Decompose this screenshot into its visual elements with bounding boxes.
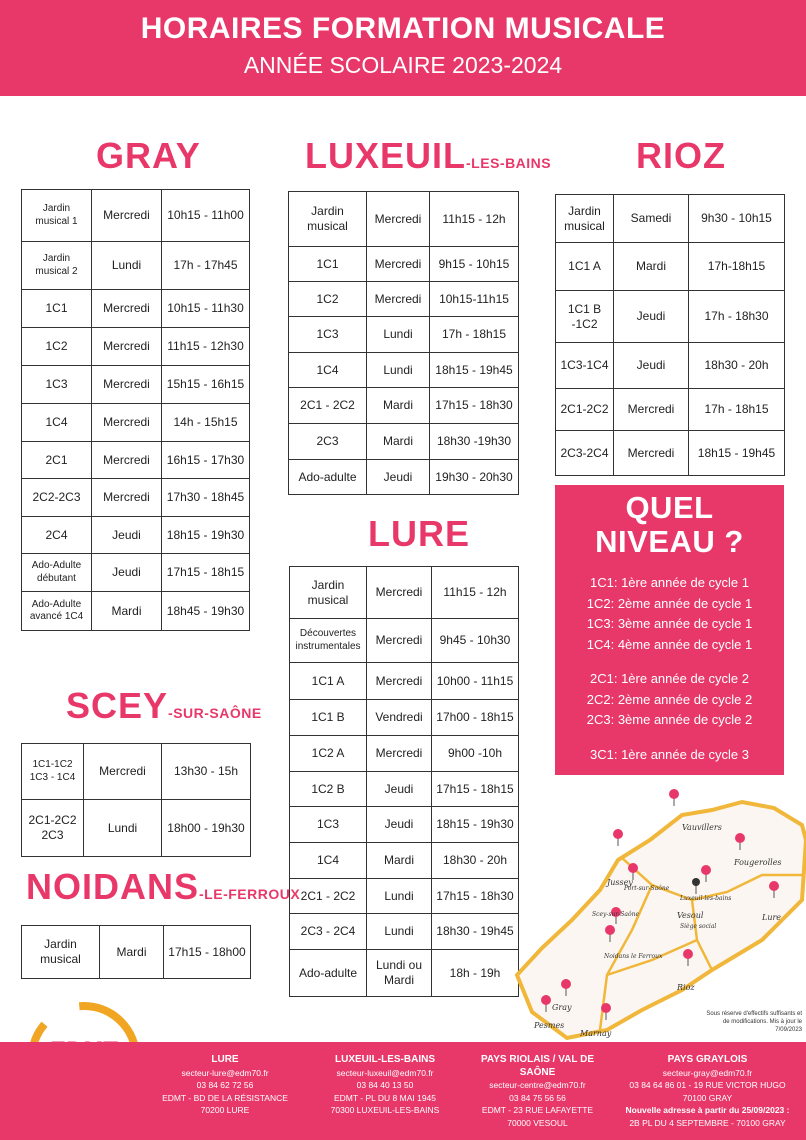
level-cell: Jardin musical 2	[22, 242, 92, 290]
day-cell: Mercredi	[92, 404, 162, 442]
schedule-row	[290, 772, 519, 807]
footer-line: secteur-gray@edm70.fr	[662, 1067, 753, 1078]
map-place-label: Noidans le Ferroux	[604, 953, 663, 960]
level-cell: 1C1 B -1C2	[556, 291, 614, 343]
footer-line: 70200 LURE	[200, 1105, 250, 1115]
footer-line: EDMT - BD DE LA RÉSISTANCE	[162, 1092, 288, 1103]
level-cell: Jardin musical 1	[22, 190, 92, 242]
footer-line: 70000 VESOUL	[507, 1117, 568, 1128]
footer-line: 70300 LUXEUIL-LES-BAINS	[330, 1105, 440, 1115]
city-title-luxeuil: LUXEUIL-LES-BAINS	[305, 135, 552, 176]
level-cell: 1C2	[22, 328, 92, 366]
time-cell: 15h15 - 16h15	[162, 366, 250, 404]
schedule-row	[556, 431, 785, 476]
schedule-table-luxeuil	[288, 191, 519, 495]
day-cell: Lundi	[367, 914, 432, 950]
footer-contact-lure	[150, 1054, 300, 1117]
schedule-row	[290, 807, 519, 843]
map-place-label: Lure	[762, 913, 782, 922]
map-place-label: Vauvillers	[682, 823, 722, 832]
time-cell: 18h45 - 19h30	[162, 592, 250, 631]
time-cell: 10h00 - 11h15	[432, 663, 519, 700]
time-cell: 17h - 18h15	[430, 317, 519, 353]
time-cell: 9h45 - 10h30	[432, 619, 519, 663]
level-cell: 1C1 A	[290, 663, 367, 700]
time-cell: 18h30 - 20h	[432, 843, 519, 879]
time-cell: 9h15 - 10h15	[430, 247, 519, 282]
schedule-row	[289, 460, 519, 495]
day-cell: Lundi	[367, 317, 430, 353]
time-cell: 18h15 - 19h45	[430, 353, 519, 388]
time-cell: 17h - 17h45	[162, 242, 250, 290]
time-cell: 9h00 -10h	[432, 736, 519, 772]
day-cell: Lundi	[84, 800, 162, 857]
schedule-row	[556, 243, 785, 291]
schedule-row	[289, 317, 519, 353]
level-cell: Ado-Adulte avancé 1C4	[22, 592, 92, 631]
time-cell: 19h30 - 20h30	[430, 460, 519, 495]
level-cell: 2C1 - 2C2	[289, 388, 367, 424]
level-item: 1C4: 4ème année de cycle 1	[586, 636, 753, 652]
level-cell: Ado-adulte	[290, 950, 367, 997]
schedule-row	[290, 736, 519, 772]
footer-line: secteur-luxeuil@edm70.fr	[336, 1067, 434, 1078]
map-pin-icon	[669, 789, 679, 799]
day-cell: Mercredi	[84, 744, 162, 800]
level-cell: 1C2 B	[290, 772, 367, 807]
map-place-label: Port-sur-Saône	[624, 885, 670, 892]
schedule-row	[22, 517, 250, 554]
day-cell: Mardi	[367, 388, 430, 424]
time-cell: 18h30 - 20h	[689, 343, 785, 389]
region-map	[512, 780, 806, 1042]
day-cell: Mercredi	[92, 366, 162, 404]
day-cell: Mardi	[367, 843, 432, 879]
time-cell: 17h15 - 18h15	[162, 554, 250, 592]
schedule-row	[22, 926, 251, 979]
level-group	[555, 669, 784, 731]
time-cell: 11h15 - 12h	[430, 192, 519, 247]
day-cell: Mercredi	[614, 389, 689, 431]
level-cell: 1C3	[290, 807, 367, 843]
schedule-row	[22, 479, 250, 517]
level-cell: 2C1-2C2 2C3	[22, 800, 84, 857]
footer-line: secteur-lure@edm70.fr	[181, 1067, 269, 1078]
map-place-label: Gray	[552, 1003, 572, 1012]
schedule-row	[290, 619, 519, 663]
day-cell: Mardi	[92, 592, 162, 631]
footer-line: 03 84 64 86 01 - 19 RUE VICTOR HUGO	[629, 1080, 786, 1090]
level-cell: 1C3	[289, 317, 367, 353]
day-cell: Lundi	[367, 353, 430, 388]
level-item: 1C3: 3ème année de cycle 1	[586, 616, 753, 631]
schedule-row	[289, 353, 519, 388]
level-cell: Jardin musical	[289, 192, 367, 247]
page-title: HORAIRES FORMATION MUSICALE	[140, 12, 666, 45]
time-cell: 17h15 - 18h30	[430, 388, 519, 424]
map-pin-icon	[561, 979, 571, 989]
level-cell: 1C2	[289, 282, 367, 317]
schedule-row	[290, 879, 519, 914]
city-title-lure: LURE	[368, 513, 470, 554]
map-pin-icon	[605, 925, 615, 935]
level-item: 1C1: 1ère année de cycle 1	[590, 575, 749, 590]
day-cell: Jeudi	[92, 554, 162, 592]
map-place-label: Vesoul	[677, 911, 704, 920]
level-cell: 2C2-2C3	[22, 479, 92, 517]
schedule-row	[290, 663, 519, 700]
map-place-label: Pesmes	[534, 1021, 565, 1030]
day-cell: Lundi ou Mardi	[367, 950, 432, 997]
map-place-label: Jussey	[607, 878, 633, 887]
level-cell: Ado-Adulte débutant	[22, 554, 92, 592]
level-cell: 1C1 A	[556, 243, 614, 291]
schedule-row	[22, 442, 250, 479]
time-cell: 17h15 - 18h15	[432, 772, 519, 807]
schedule-table-lure	[289, 566, 519, 997]
day-cell: Mercredi	[367, 282, 430, 317]
level-item: 2C1: 1ère année de cycle 2	[590, 671, 749, 686]
time-cell: 17h-18h15	[689, 243, 785, 291]
level-cell: 1C2 A	[290, 736, 367, 772]
schedule-table-noidans	[21, 925, 251, 979]
level-cell: Jardin musical	[556, 195, 614, 243]
schedule-row	[556, 343, 785, 389]
level-group	[555, 745, 784, 766]
day-cell: Vendredi	[367, 700, 432, 736]
level-cell: 1C1 B	[290, 700, 367, 736]
map-place-label: Marnay	[580, 1029, 612, 1038]
level-item: 1C2: 2ème année de cycle 1	[586, 595, 753, 611]
day-cell: Lundi	[92, 242, 162, 290]
footer-line: secteur-centre@edm70.fr	[489, 1080, 586, 1090]
map-place-label: Luxeuil-les-bains	[680, 895, 732, 902]
day-cell: Samedi	[614, 195, 689, 243]
time-cell: 18h - 19h	[432, 950, 519, 997]
city-title-noidans: NOIDANS-LE-FERROUX	[26, 866, 301, 907]
time-cell: 16h15 - 17h30	[162, 442, 250, 479]
day-cell: Mardi	[614, 243, 689, 291]
footer-contact-luxeuil	[305, 1054, 465, 1117]
day-cell: Jeudi	[367, 772, 432, 807]
day-cell: Jeudi	[614, 343, 689, 389]
level-cell: Jardin musical	[22, 926, 100, 979]
level-cell: 2C1	[22, 442, 92, 479]
schedule-row	[22, 290, 250, 328]
map-place-label: Fougerolles	[734, 858, 782, 867]
day-cell: Mercredi	[367, 567, 432, 619]
schedule-row	[556, 291, 785, 343]
level-title: QUEL NIVEAU ?	[595, 490, 744, 559]
time-cell: 17h15 - 18h30	[432, 879, 519, 914]
map-pin-icon	[683, 949, 693, 959]
schedule-row	[290, 700, 519, 736]
footer-line: 03 84 40 13 50	[356, 1080, 414, 1090]
day-cell: Mercredi	[92, 290, 162, 328]
map-pin-icon	[613, 829, 623, 839]
level-cell: 1C3	[22, 366, 92, 404]
level-cell: 1C4	[289, 353, 367, 388]
map-place-label: Scey-sur-Saône	[592, 911, 639, 918]
footer-line: 03 84 75 56 56	[509, 1092, 566, 1103]
page-header	[0, 0, 806, 96]
schedule-row	[22, 592, 250, 631]
level-cell: 2C3-2C4	[556, 431, 614, 476]
day-cell: Jeudi	[614, 291, 689, 343]
day-cell: Jeudi	[92, 517, 162, 554]
map-place-label: Siège social	[680, 923, 717, 930]
schedule-row	[289, 424, 519, 460]
day-cell: Mercredi	[367, 619, 432, 663]
schedule-row	[22, 404, 250, 442]
footer	[0, 1042, 806, 1140]
day-cell: Mardi	[100, 926, 164, 979]
schedule-table-gray	[21, 189, 250, 631]
level-cell: 2C1-2C2	[556, 389, 614, 431]
day-cell: Mercredi	[92, 442, 162, 479]
schedule-row	[556, 195, 785, 243]
time-cell: 17h00 - 18h15	[432, 700, 519, 736]
time-cell: 9h30 - 10h15	[689, 195, 785, 243]
schedule-row	[22, 190, 250, 242]
schedule-row	[22, 554, 250, 592]
map-pin-icon	[628, 863, 638, 873]
time-cell: 18h00 - 19h30	[162, 800, 251, 857]
time-cell: 17h - 18h15	[689, 389, 785, 431]
footer-title: LUXEUIL-LES-BAINS	[335, 1054, 435, 1065]
schedule-row	[289, 282, 519, 317]
map-pin-icon	[735, 833, 745, 843]
level-cell: 2C3 - 2C4	[290, 914, 367, 950]
footer-line: 70100 GRAY	[682, 1092, 733, 1103]
footer-title: LURE	[211, 1054, 239, 1065]
time-cell: 17h - 18h30	[689, 291, 785, 343]
day-cell: Mardi	[367, 424, 430, 460]
map-pin-icon	[541, 995, 551, 1005]
day-cell: Mercredi	[614, 431, 689, 476]
time-cell: 10h15 - 11h00	[162, 190, 250, 242]
level-cell: 1C1	[289, 247, 367, 282]
level-cell: Découvertes instrumentales	[290, 619, 367, 663]
level-item: 3C1: 1ère année de cycle 3	[590, 746, 749, 762]
time-cell: 17h15 - 18h00	[164, 926, 251, 979]
map-place-label: Rioz	[677, 983, 695, 992]
day-cell: Jeudi	[367, 807, 432, 843]
schedule-row	[289, 388, 519, 424]
day-cell: Mercredi	[367, 736, 432, 772]
map-pin-icon	[701, 865, 711, 875]
day-cell: Mercredi	[367, 663, 432, 700]
day-cell: Jeudi	[367, 460, 430, 495]
level-cell: 1C1-1C2 1C3 - 1C4	[22, 744, 84, 800]
map-pin-icon	[601, 1003, 611, 1013]
day-cell: Mercredi	[92, 328, 162, 366]
day-cell: Lundi	[367, 879, 432, 914]
day-cell: Mercredi	[367, 192, 430, 247]
schedule-row	[22, 366, 250, 404]
schedule-row	[289, 247, 519, 282]
day-cell: Mercredi	[92, 190, 162, 242]
schedule-row	[290, 914, 519, 950]
schedule-table-scey	[21, 743, 251, 857]
schedule-row	[556, 389, 785, 431]
level-legend-box	[555, 485, 784, 775]
time-cell: 18h15 - 19h45	[689, 431, 785, 476]
schedule-row	[22, 744, 251, 800]
footer-title: PAYS RIOLAIS / VAL DE SAÔNE	[481, 1054, 594, 1078]
level-item: 2C2: 2ème année de cycle 2	[586, 691, 753, 707]
schedule-row	[290, 843, 519, 879]
city-title-gray: GRAY	[96, 135, 201, 176]
time-cell: 18h15 - 19h30	[432, 807, 519, 843]
time-cell: 18h15 - 19h30	[162, 517, 250, 554]
footer-line: EDMT - PL DU 8 MAI 1945	[333, 1092, 437, 1103]
level-cell: 2C4	[22, 517, 92, 554]
level-cell: 2C1 - 2C2	[290, 879, 367, 914]
schedule-row	[22, 328, 250, 366]
time-cell: 11h15 - 12h30	[162, 328, 250, 366]
schedule-row	[22, 242, 250, 290]
level-cell: Ado-adulte	[289, 460, 367, 495]
time-cell: 14h - 15h15	[162, 404, 250, 442]
footer-contact-graylois	[615, 1054, 800, 1129]
time-cell: 10h15 - 11h30	[162, 290, 250, 328]
time-cell: 13h30 - 15h	[162, 744, 251, 800]
city-title-scey: SCEY-SUR-SAÔNE	[66, 685, 262, 726]
day-cell: Mercredi	[367, 247, 430, 282]
map-pin-icon	[769, 881, 779, 891]
time-cell: 10h15-11h15	[430, 282, 519, 317]
footer-new-address: 2B PL DU 4 SEPTEMBRE - 70100 GRAY	[629, 1117, 786, 1128]
footer-title: PAYS GRAYLOIS	[667, 1054, 748, 1065]
time-cell: 11h15 - 12h	[432, 567, 519, 619]
page-subtitle: ANNÉE SCOLAIRE 2023-2024	[243, 52, 563, 78]
time-cell: 18h30 - 19h45	[432, 914, 519, 950]
level-cell: 1C3-1C4	[556, 343, 614, 389]
schedule-row	[290, 567, 519, 619]
level-cell: 1C4	[22, 404, 92, 442]
level-cell: 2C3	[289, 424, 367, 460]
level-cell: Jardin musical	[290, 567, 367, 619]
footer-line: EDMT - 23 RUE LAFAYETTE	[481, 1105, 594, 1115]
time-cell: 18h30 -19h30	[430, 424, 519, 460]
schedule-row	[290, 950, 519, 997]
schedule-table-rioz	[555, 194, 785, 476]
footer-new-address-note: Nouvelle adresse à partir du 25/09/2023 :	[625, 1105, 790, 1115]
level-cell: 1C1	[22, 290, 92, 328]
map-pin-icon	[692, 878, 700, 886]
day-cell: Mercredi	[92, 479, 162, 517]
schedule-row	[22, 800, 251, 857]
level-item: 2C3: 3ème année de cycle 2	[586, 712, 753, 727]
city-title-rioz: RIOZ	[636, 135, 726, 176]
level-cell: 1C4	[290, 843, 367, 879]
footer-line: 03 84 62 72 56	[196, 1080, 254, 1090]
time-cell: 17h30 - 18h45	[162, 479, 250, 517]
schedule-row	[289, 192, 519, 247]
map-note: Sous réserve d'effectifs suffisants et de modifications. Mis à jour le 7/09/2023	[706, 1011, 802, 1033]
footer-contact-riolais	[465, 1054, 610, 1129]
level-group	[555, 573, 784, 655]
